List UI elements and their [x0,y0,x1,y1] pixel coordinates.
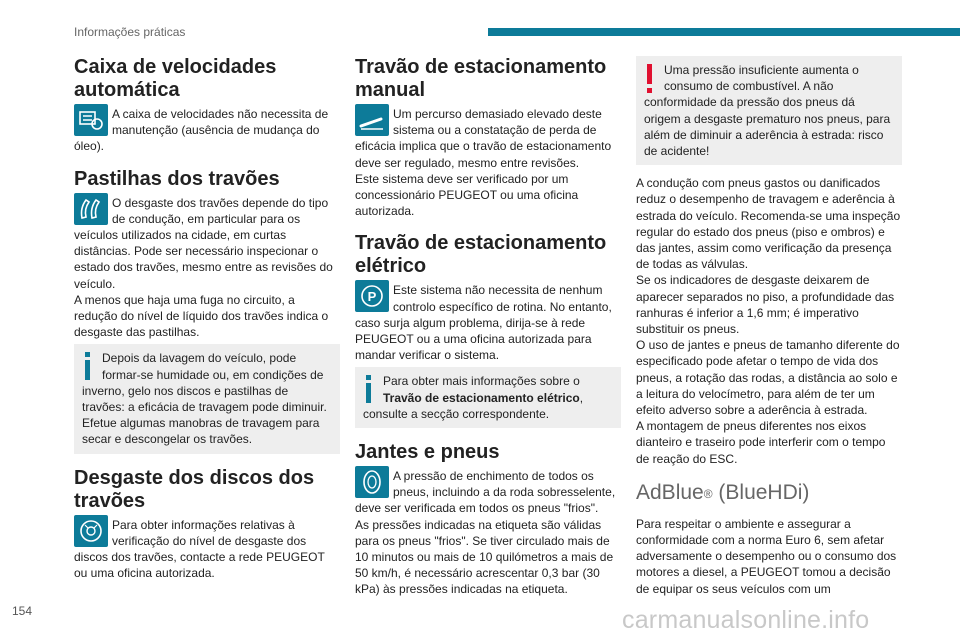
registered-mark: ® [703,486,713,501]
text-manual-parking-brake-2: Este sistema deve ser verificado por um concessionário PEUGEOT ou uma oficina autorizada. [355,171,579,219]
info-note-brakes [74,344,340,453]
section-brake-discs [74,467,340,582]
page-number: 154 [12,604,33,618]
header-accent-bar [488,28,960,36]
heading-electric-parking-brake: Travão de estacionamento elétrico [355,232,607,278]
text-brake-pads-2: A menos que haja uma fuga no circuito, a redução do nível de líquido dos travões indica o desgaste das pastilhas. [74,292,329,340]
heading-wheels-tyres: Jantes e pneus [355,441,500,464]
column-3 [636,56,902,597]
section-manual-parking-brake [355,56,621,219]
info-icon [363,375,375,405]
text-adblue: Para respeitar o ambiente e assegurar a conformidade com a norma Euro 6, sem afetar adversamente o desempenho ou o consumo dos motores a diesel, a PEUGEOT tomou a decisão de equipar os seus veículos com um [636,516,897,596]
heading-manual-parking-brake: Travão de estacionamento manual [355,56,607,101]
running-header: Informações práticas [74,25,186,39]
gearbox-service-icon [74,104,108,136]
warning-note-tyre-pressure [636,56,902,165]
info-icon [82,352,94,382]
text-electric-parking-brake: Este sistema não necessita de nenhum controlo específico de rotina. No entanto, caso surja algum problema, dirija-se à rede PEUGEOT ou a uma oficina autorizada para mandar verificar o sistema. [355,283,612,363]
heading-automatic-gearbox: Caixa de velocidades automática [74,56,277,101]
svg-text:P: P [367,289,377,305]
info-note-electric-brake [355,367,621,428]
text-tyres-esc: A montagem de pneus diferentes nos eixos dianteiro e traseiro pode interferir com o tempo de reação do ESC. [636,419,886,466]
brake-disc-icon [74,515,108,547]
info-note-brakes-text: Depois da lavagem do veículo, pode formar-se humidade ou, em condições de inverno, gelo nos discos e pastilhas de travões: a eficácia de travagem pode diminuir. Efetue algumas manobras de travagem para secar e descongelar os travões. [82,351,327,447]
text-tyres-1: A pressão de enchimento de todos os pneus, incluindo a da roda sobresselente, deve ser verificada em todos os pneus "frios". [355,469,616,516]
info-note-link-term: Travão de estacionamento elétrico [383,390,580,405]
tyre-icon [355,466,389,498]
warning-note-text: Uma pressão insuficiente aumenta o consumo de combustível. A não conformidade da pressão dos pneus dá origem a desgaste prematuro nos pneus, para além de diminuir a aderência à estrada: risco de acidente! [644,63,891,159]
text-tyres-2: As pressões indicadas na etiqueta são válidas para os pneus "frios". Se tiver circulado mais de 10 minutos ou mais de 10 quilómetros a mais de 50 km/h, é necessário acrescentar 0,3 bar (30 kPa) às pressões indicadas na etiqueta. [355,517,614,597]
text-brake-discs: Para obter informações relativas à verificação do nível de desgaste dos discos dos travões, contacte a rede PEUGEOT ou uma oficina autorizada. [74,517,325,581]
column-2 [355,56,621,611]
heading-brake-discs: Desgaste dos discos dos travões [74,466,315,512]
info-note-post: , consulte a secção correspondente. [363,390,584,421]
text-tyres-worn: A condução com pneus gastos ou danificados reduz o desempenho de travagem e aderência à estrada do veículo. Recomenda-se uma inspeção regular do estado dos pneus (piso e ombros) e das jantes, assim como verificação da presença de todas as válvulas. [636,176,901,272]
brake-pads-icon [74,193,108,225]
text-automatic-gearbox: A caixa de velocidades não necessita de manutenção (ausência de mudança do óleo). [74,107,329,154]
text-tyres-indicators: Se os indicadores de desgaste deixarem de aparecer separados no piso, a profundidade das ranhuras é inferior a 1,6 mm; é imperativo substituir os pneus. [636,273,895,337]
text-manual-parking-brake-1: Um percurso demasiado elevado deste sistema ou a constatação de perda de eficácia implica que o travão de estacionamento deve ser regulado, mesmo entre revisões. [355,107,612,170]
watermark: carmanualsonline.info [622,606,870,634]
info-note-pre: Para obter mais informações sobre o [383,374,580,389]
parking-brake-lever-icon [355,104,389,136]
text-tyres-size: O uso de jantes e pneus de tamanho diferente do especificado pode afetar o tempo de vida dos pneus, a rotação das rodas, a distância ao solo e a leitura do velocímetro, para além de ter um efeito adverso sobre a aderência à estrada. [636,338,900,418]
section-automatic-gearbox [74,56,340,155]
heading-brake-pads: Pastilhas dos travões [74,167,280,190]
electric-parking-brake-icon [355,280,389,312]
section-brake-pads [74,168,340,454]
heading-adblue: AdBlue® (BlueHDi) [636,480,810,504]
text-brake-pads-1: O desgaste dos travões depende do tipo de condução, em particular para os veículos utilizados na cidade, em curtas distâncias. Pode ser necessário inspecionar o estado dos travões, mesmo entre as revisões do veículo. [74,195,333,291]
section-electric-parking-brake [355,232,621,428]
section-wheels-tyres [355,441,621,598]
warning-icon [644,64,656,94]
column-1 [74,56,340,594]
